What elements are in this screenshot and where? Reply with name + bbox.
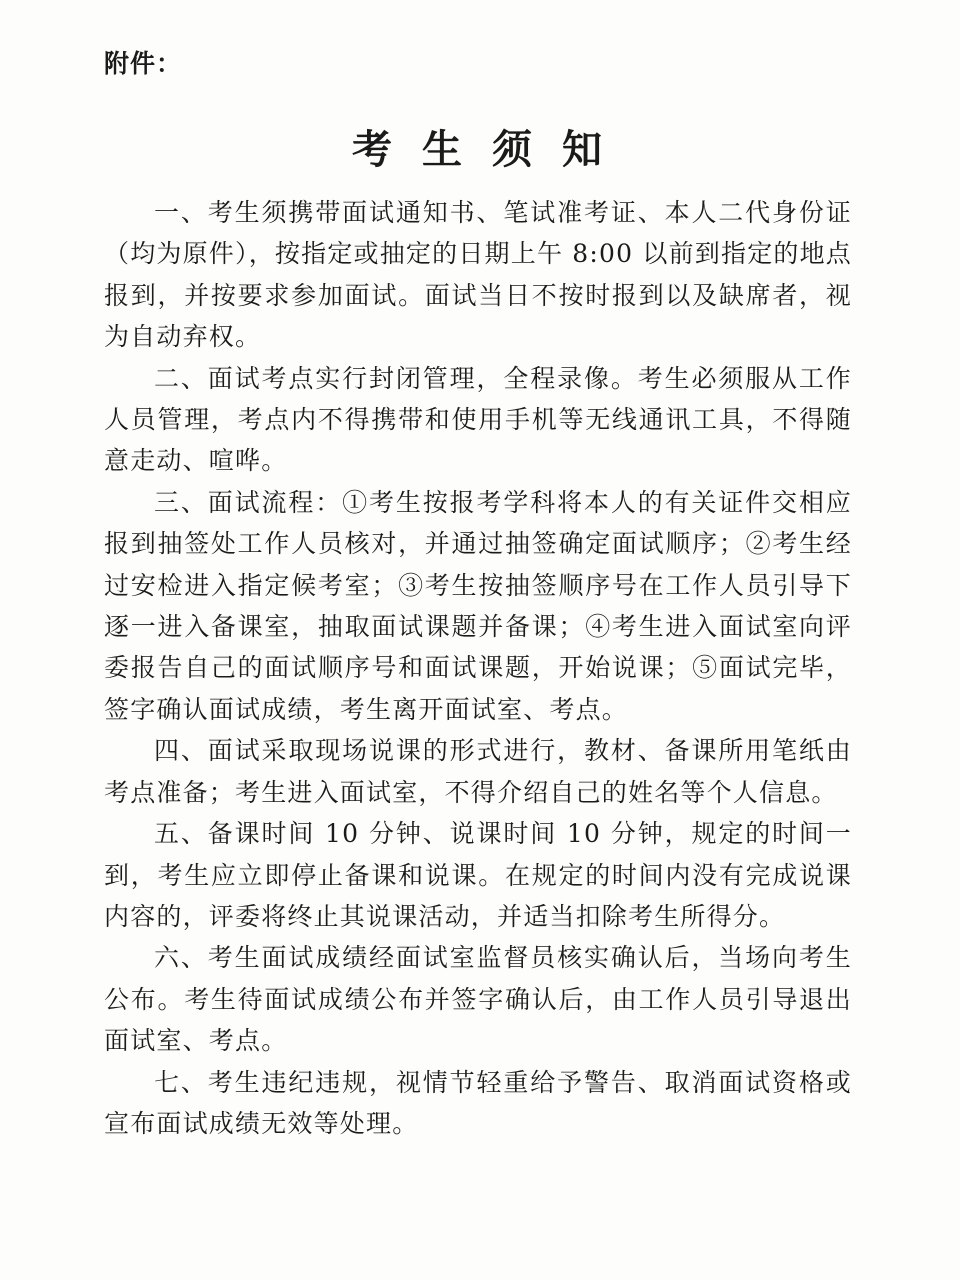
notice-item-3: 三、面试流程：①考生按报考学科将本人的有关证件交相应报到抽签处工作人员核对，并通过抽签确定面试顺序；②考生经过安检进入指定候考室；③考生按抽签顺序号在工作人员引导下逐一进入备课室，抽取面试课题并备课；④考生进入面试室向评委报告自己的面试顺序号和面试课题，开始说课；⑤面试完毕，签字确认面试成绩，考生离开面试室、考点。 (104, 487, 852, 724)
notice-item-4: 四、面试采取现场说课的形式进行，教材、备课所用笔纸由考点准备；考生进入面试室，不得介绍自己的姓名等个人信息。 (104, 736, 852, 807)
notice-item-1: 一、考生须携带面试通知书、笔试准考证、本人二代身份证（均为原件），按指定或抽定的日期上午 8:00 以前到指定的地点报到，并按要求参加面试。面试当日不按时报到以及缺席者，视为自动弃权。 (104, 198, 852, 352)
attachment-label: 附件： (104, 49, 183, 78)
notice-item-6: 六、考生面试成绩经面试室监督员核实确认后，当场向考生公布。考生待面试成绩公布并签字确认后，由工作人员引导退出面试室、考点。 (104, 943, 852, 1056)
document-body (104, 192, 852, 1144)
notice-item-2: 二、面试考点实行封闭管理，全程录像。考生必须服从工作人员管理，考点内不得携带和使用手机等无线通讯工具，不得随意走动、喧哗。 (104, 363, 852, 476)
notice-item-7: 七、考生违纪违规，视情节轻重给予警告、取消面试资格或宣布面试成绩无效等处理。 (104, 1067, 852, 1138)
notice-item-5: 五、备课时间 10 分钟、说课时间 10 分钟，规定的时间一到，考生应立即停止备课和说课。在规定的时间内没有完成说课内容的，评委将终止其说课活动，并适当扣除考生所得分。 (104, 819, 852, 931)
document-title: 考生须知 (352, 127, 632, 173)
